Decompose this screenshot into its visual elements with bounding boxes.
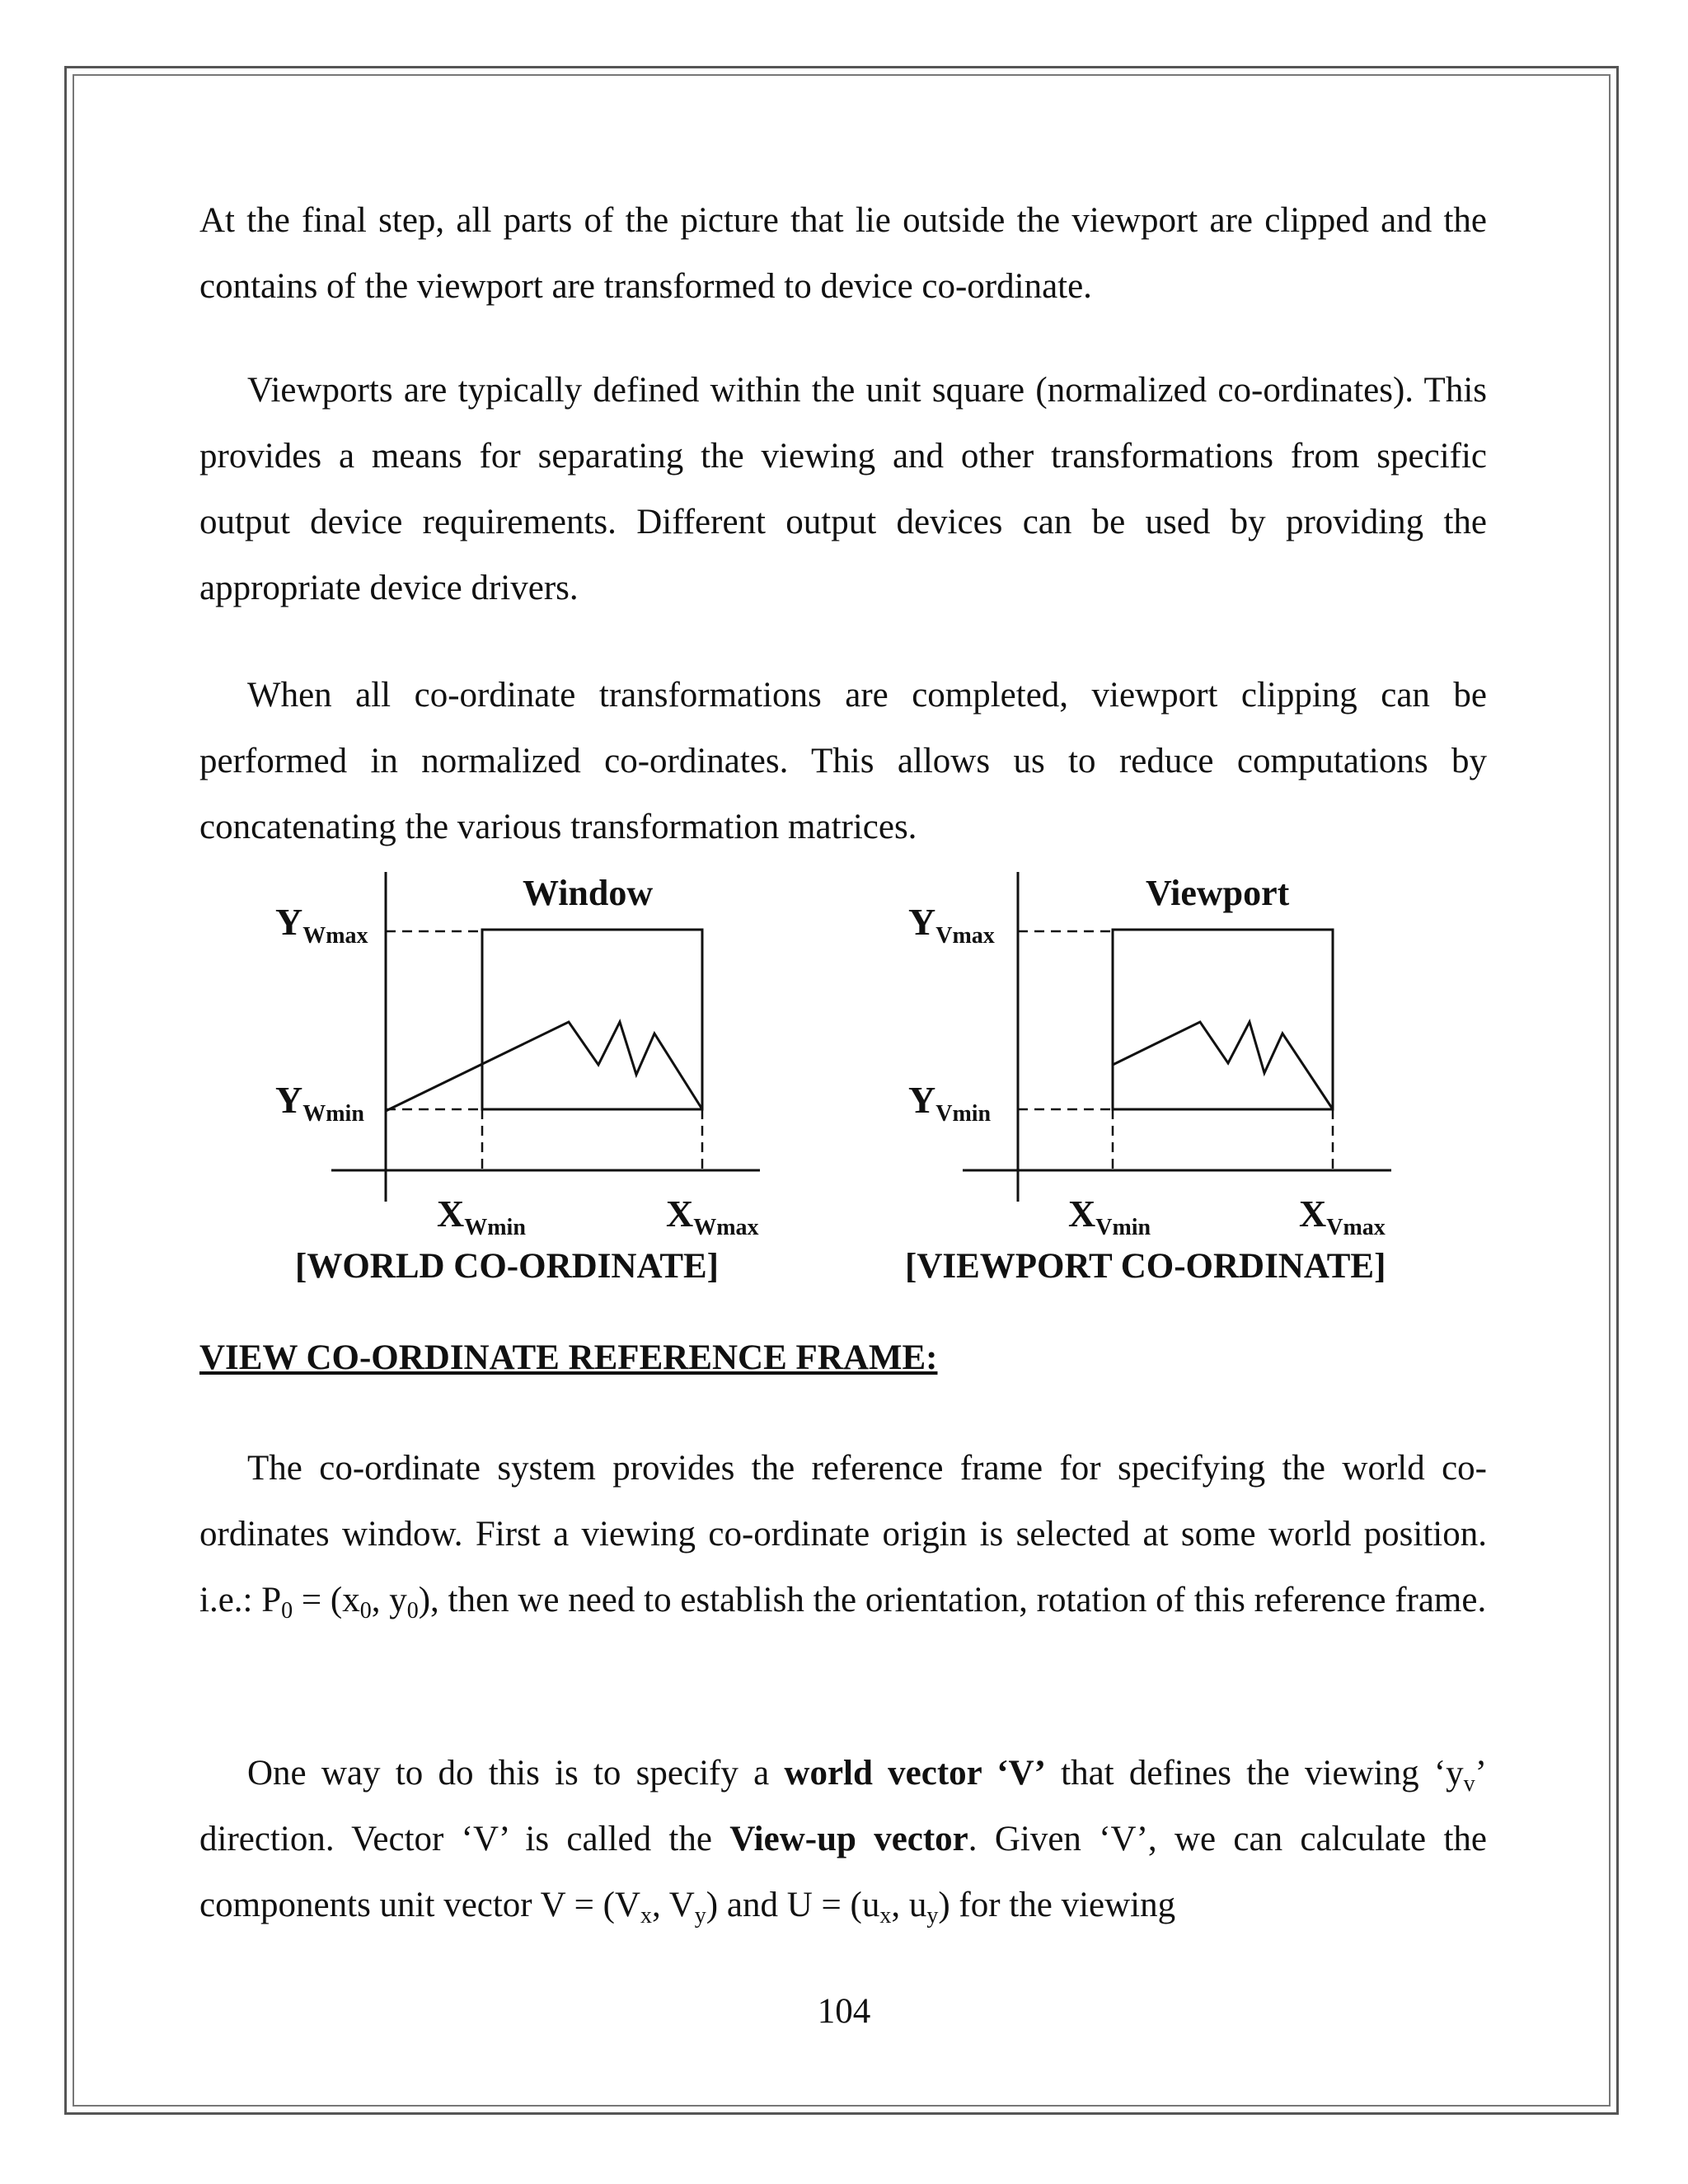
window-ymax-label: YWmax: [275, 901, 368, 949]
section-heading: VIEW CO-ORDINATE REFERENCE FRAME:: [199, 1338, 938, 1377]
paragraph-text: When all co-ordinate transformations are completed, viewport clipping can be performed in normalized co-ordinates. This allows us to reduce computations by concatenating the various transformation matrices.: [199, 676, 1487, 846]
paragraph-text: One way to do this is to specify a world vector ‘V’ that defines the viewing ‘$y_v$’ direction. Vector ‘V’ is called the View-up vector. Given ‘V’, we can calculate the components unit vector $V = (V_x$, $V_y$) and $U = (u_x$, $u_y$) for the viewing: [199, 1754, 1487, 1929]
paragraph-view-up-vector: [199, 1741, 1487, 1938]
viewport-xmax-label: XVmax: [1299, 1193, 1386, 1240]
paragraph-text: At the final step, all parts of the picture that lie outside the viewport are clipped and the contains of the viewport are transformed to device co-ordinate.: [199, 201, 1487, 306]
viewport-ymax-label: YVmax: [908, 901, 995, 949]
viewport-title: Viewport: [1146, 873, 1290, 913]
page-number: 104: [817, 1992, 871, 2031]
window-xmax-label: XWmax: [666, 1193, 759, 1240]
paragraph-text: The co-ordinate system provides the reference frame for specifying the world co-ordinates window. First a viewing co-ordinate origin is selected at some world position. i.e.: $P_0 = (x_0$, $y_0$), then we need to establish the orientation, rotation of this reference frame.: [199, 1449, 1487, 1624]
world-coordinate-caption: [WORLD CO-ORDINATE]: [295, 1247, 720, 1286]
viewport-xmin-label: XVmin: [1068, 1193, 1151, 1240]
paragraph-text: Viewports are typically defined within the unit square (normalized co-ordinates). This provides a means for separating the viewing and other transformations from specific output device requirements. Different output devices can be used by providing the appropriate device drivers.: [199, 371, 1487, 607]
window-title: Window: [523, 873, 654, 913]
viewport-rectangle: [1113, 930, 1333, 1109]
window-xmin-label: XWmin: [437, 1193, 526, 1240]
window-ymin-label: YWmin: [275, 1079, 364, 1127]
viewport-polyline: [1113, 1022, 1333, 1109]
window-rectangle: [482, 930, 702, 1109]
paragraph-reference-frame: [199, 1436, 1487, 1633]
viewport-ymin-label: YVmin: [908, 1079, 992, 1127]
viewport-coordinate-caption: [VIEWPORT CO-ORDINATE]: [905, 1247, 1386, 1286]
window-polyline: [386, 1022, 702, 1111]
